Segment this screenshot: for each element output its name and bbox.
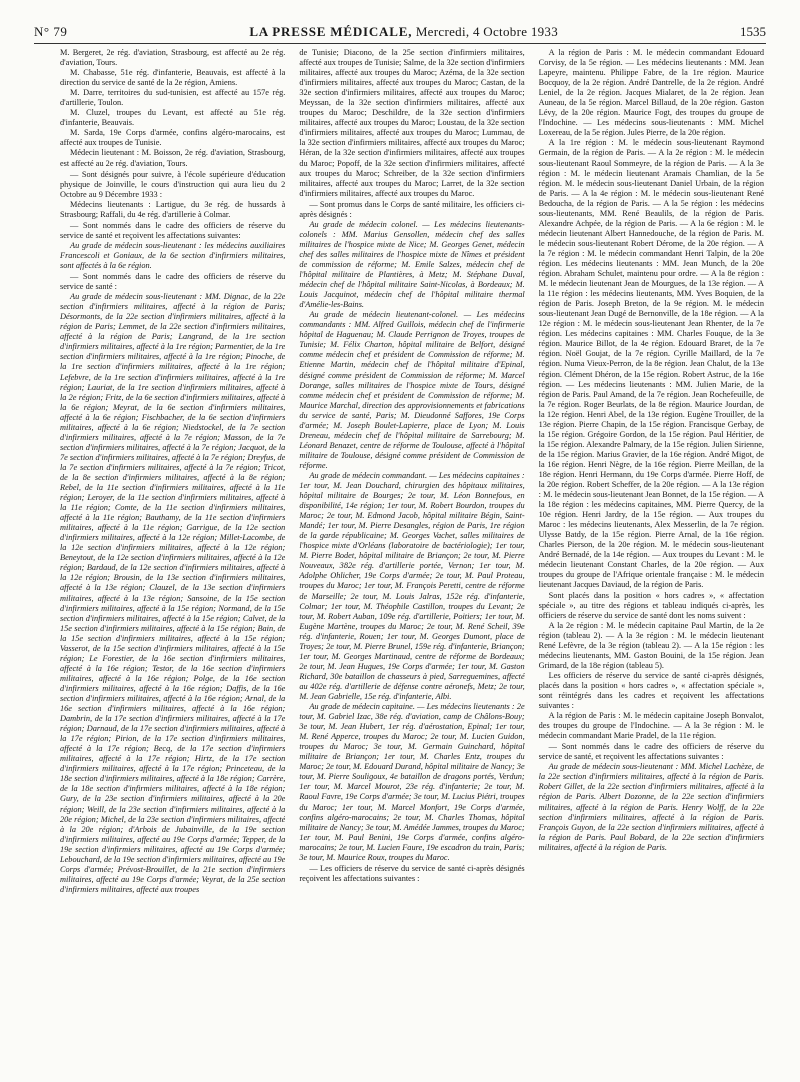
paragraph: — Sont promus dans le Corps de santé militaire, les officiers ci-après désignés : xyxy=(299,199,525,219)
paragraph: — Sont désignés pour suivre, à l'école supérieure d'éducation physique de Joinville, le cours d'instruction qui aura lieu du 2 Octobre au 9 Décembre 1933 : xyxy=(60,169,286,199)
paragraph: — Sont nommés dans le cadre des officiers de réserve du service de santé, et reçoivent les affectations suivantes : xyxy=(538,742,764,762)
paragraph: M. Bergeret, 2e rég. d'aviation, Strasbourg, est affecté au 2e rég. d'aviation, Tours. xyxy=(60,48,286,68)
paragraph: M. Darre, territoires du sud-tunisien, est affecté au 157e rég. d'artillerie, Toulon. xyxy=(60,88,286,108)
paragraph: A la 2e région : M. le médecin capitaine Paul Martin, de la 2e région (tableau 2). — A la 3e région : M. le médecin lieutenant René Lefèvre, de la 3e région (tableau 2). — A la 15e région : les médecins lieutenants, MM. Gaston Bouini, de la 15e région. Jean Grimard, de la 18e région (tableau 5). xyxy=(538,620,764,670)
paragraph: M. Chabasse, 51e rég. d'infanterie, Beauvais, est affecté à la direction du service de santé de la 2e région, Amiens. xyxy=(60,68,286,88)
journal-title: LA PRESSE MÉDICALE, xyxy=(249,24,413,39)
paragraph: Au grade de médecin lieutenant-colonel. — Les médecins commandants : MM. Alfred Guillois, médecin chef de l'infirmerie hôpital de Haguenau; M. Claude Perrignon de Troyes, troupes de Tunisie; M. Félix Charton, hôpital militaire de Belfort, désigné comme médecin chef et président de Commission de réforme; M. Etienne Martin, médecin chef de l'hôpital militaire d'Epinal, désigné comme président de Commission de réforme; M. Marcel Dorange, salles militaires de l'hospice mixte de Tours, désigné comme médecin chef et président de Commission de réforme; M. Maurice Marchal, direction des approvisionnements et fabrications du service de santé, Paris; M. Dieudonné Saffores, 19e Corps d'armée; M. Joseph Boulet-Lapierre, place de Lyon; M. Louis Dreneau, médecin chef de l'hôpital militaire de Sarrebourg; M. Léonard Benazet, centre de réforme de Toulouse, affecté à l'hôpital militaire de Toulouse, désigné comme président de Commission de réforme. xyxy=(299,310,525,470)
column-left xyxy=(60,48,285,1072)
paragraph: M. Sarda, 19e Corps d'armée, confins algéro-marocains, est affecté aux troupes de Tunisie. xyxy=(60,128,286,148)
paragraph: Au grade de médecin colonel. — Les médecins lieutenants-colonels : MM. Marius Gensollen, médecin chef des salles militaires de l'hospice mixte de Nice; M. Georges Genet, médecin chef des salles militaires de l'hospice mixte de Nîmes et président de commission de réforme; M. Emile Salzes, médecin chef de l'hôpital militaire de Plantières, à Metz; M. Stéphane Duval, médecin chef de l'hôpital militaire Saint-Nicolas, à Bordeaux; M. Louis Jacquinot, médecin chef de l'hôpital militaire thermal d'Amélie-les-Bains. xyxy=(299,219,525,310)
issue-date: Mercredi, 4 Octobre 1933 xyxy=(415,24,559,39)
page-header xyxy=(34,14,766,44)
paragraph: Au grade de médecin sous-lieutenant : MM. Dignac, de la 22e section d'infirmiers militaires, affecté à la région de Paris; Désormonts, de la 22e section d'infirmiers militaires, affecté à la région de Paris; Lemmet, de la 22e section d'infirmiers militaires, affecté à la région de Paris; Langrand, de la 1re section d'infirmiers militaires, affecté à la 1re région; Parmentier, de la 1re section d'infirmiers militaires, affecté à la 1re région; Pinoche, de la 1re section d'infirmiers militaires, affecté à la 1re région; Lefebvre, de la 1re section d'infirmiers militaires, affecté à la 1re région; Lauriat, de la 1re section d'infirmiers militaires, affecté à la 2e région; Fritz, de la 6e section d'infirmiers militaires, affecté à la 6e région; Meyrat, de la 6e section d'infirmiers militaires, affecté à la 6e région; Fischbacher, de la 6e section d'infirmiers militaires, affecté à la 6e région; Niedstockel, de la 7e section d'infirmiers militaires, affecté à la 7e région; Masson, de la 7e section d'infirmiers militaires, affecté à la 7e région; Jacquot, de la 7e section d'infirmiers militaires, affecté à la 7e région; Dreyfus, de la 7e section d'infirmiers militaires, affecté à la 7e région; Tricot, de la 8e section d'infirmiers militaires, affecté à la 8e région; Rebel, de la 11e section d'infirmiers militaires, affecté à la 11e région; Leroyer, de la 11e section d'infirmiers militaires, affecté à la 11e région; Comte, de la 11e section d'infirmiers militaires, affecté à la 11e région; Bauthamy, de la 11e section d'infirmiers militaires, affecté à la 11e région; Garrigue, de la 12e section d'infirmiers militaires, affecté à la 12e région; Millet-Lacombe, de la 12e section d'infirmiers militaires, affecté à la 12e région; Beneytout, de la 12e section d'infirmiers militaires, affecté à la 12e région; Bardaud, de la 12e section d'infirmiers militaires, affecté à la 12e région; Brousin, de la 13e section d'infirmiers militaires, affecté à la 13e région; Clauzel, de la 13e section d'infirmiers militaires, affecté à la 13e région; Sansoine, de la 15e section d'infirmiers militaires, affecté à la 15e région; Normand, de la 15e section d'infirmiers militaires, affecté à la 15e région; Calvet, de la 15e section d'infirmiers militaires, affecté à la 15e région; Bain, de la 15e section d'infirmiers militaires, affecté à la 15e région; Vasserot, de la 15e section d'infirmiers militaires, affecté à la 15e région; Le Forestier, de la 16e section d'infirmiers militaires, affecté à la 16e région; Testor, de la 16e section d'infirmiers militaires, affecté à la 16e région; Polge, de la 16e section d'infirmiers militaires, affecté à la 16e région; Daffis, de la 16e section d'infirmiers militaires, affecté à la 16e région; Arnal, de la 16e section d'infirmiers militaires, affecté à la 16e région; Dambrin, de la 17e section d'infirmiers militaires, affecté à la 17e région; Darnaud, de la 17e section d'infirmiers militaires, affecté à la 17e région; Pirion, de la 17e section d'infirmiers militaires, affecté à la 17e région; Becq, de la 17e section d'infirmiers militaires, affecté à la 17e région; Hirtz, de la 17e section d'infirmiers militaires, affecté à la 17e région; Princeteau, de la 18e section d'infirmiers militaires, affecté à la 18e région; Carrère, de la 18e section d'infirmiers militaires, affecté à la 18e région; Gury, de la 23e section d'infirmiers militaires, affecté à la 20e région; Weill, de la 23e section d'infirmiers militaires, affecté à la 20e région; Michel, de la 23e section d'infirmiers militaires, affecté à la 20e région; d'Arbois de Jubainville, de la 19e section d'infirmiers militaires, affecté au 19e Corps d'armée; Tepper, de la 19e section d'infirmiers militaires, affecté au 19e Corps d'armée; Lebouchard, de la 19e section d'infirmiers militaires, affecté au 19e Corps d'armée; Prévost-Brouillet, de la 21e section d'infirmiers militaires, affecté au 19e Corps d'armée; Veyrat, de la 25e section d'infirmiers militaires, affecté aux troupes xyxy=(60,292,286,894)
paragraph: Au grade de médecin sous-lieutenant : les médecins auxiliaires Francescoli et Goniaux, de la 6e section d'infirmiers militaires, sont affectés à la 6e région. xyxy=(60,240,286,270)
paragraph: M. Cluzel, troupes du Levant, est affecté au 51e rég. d'infanterie, Beauvais. xyxy=(60,108,286,128)
paragraph: Les officiers de réserve du service de santé ci-après désignés, placés dans la position « hors cadres », « affectation spéciale », sont réintégrés dans les cadres et reçoivent les affectations suivantes : xyxy=(538,670,764,711)
paragraph: Au grade de médecin capitaine. — Les médecins lieutenants : 2e tour, M. Gabriel Izac, 38e rég. d'aviation, camp de Châlons-Bouy; 3e tour, M. Jean Hubert, 1er rég. d'aérostation, Epinal; 1er tour, M. René Apperce, troupes du Maroc; 2e tour, M. Lucien Guidon, troupes du Maroc; 3e tour, M. Germain Guinchard, hôpital militaire de Briançon; 1er tour, M. Charles Entz, troupes du Maroc; 2e tour, M. Edouard Durand, hôpital militaire de Nancy; 3e tour, M. Pierre Souligoux, 4e bataillon de dragons portés, Verdun; 1er tour, M. Marcel Mourot, 23e rég. d'infanterie; 2e tour, M. Raoul Favre, 19e Corps d'armée; 3e tour, M. Lucius Piétri, troupes du Maroc; 1er tour, M. Marcel Monfort, 19e Corps d'armée, confins algéro-marocains; 2e tour, M. Charles Thomas, hôpital militaire de Nancy; 3e tour, M. Amédée Jammes, troupes du Maroc; 1er tour, M. Paul Benini, 19e Corps d'armée, confins algéro-marocains; 2e tour, M. Lucien Faure, 19e escadron du train, Paris; 3e tour, M. Maurice Roux, troupes du Maroc. xyxy=(299,702,525,862)
paragraph: Au grade de médecin commandant. — Les médecins capitaines : 1er tour, M. Jean Douchard, chirurgien des hôpitaux militaires, hôpital militaire de Bourges; 2e tour, M. Léon Bonnefous, en disponibilité, 14e région; 1er tour, M. Robert Bourdon, troupes du Maroc; 2e tour, M. Edmond Jacob, hôpital militaire Bégin, Saint-Mandé; 1er tour, M. Pierre Desangles, région de Paris, 1re région de la garde républicaine; M. Georges Vachet, salles militaires de l'hospice mixte d'Orléans (laboratoire de bactériologie); 1er tour, M. Pierre Bodet, hôpital militaire de Briançon; 2e tour, M. Pierre Nouveaux, 382e rég. d'artillerie portée, Vernon; 1er tour, M. Adolphe Ohlicher, 19e Corps d'armée; 2e tour, M. Paul Proteau, troupes du Maroc; 1er tour, M. François Peretti, centre de réforme de Marseille; 2e tour, M. Louis Jalras, 152e rég. d'infanterie, Colmar; 1er tour, M. Théophile Castillon, troupes du Levant; 2e tour, M. Robert Auban, 109e rég. d'artillerie, Poitiers; 1er tour, M. Eugène Martène, troupes du Maroc; 2e tour, M. René Scheil, 39e rég. d'infanterie, Rouen; 1er tour, M. Georges Dumont, place de Troyes; 2e tour, M. Pierre Brunel, 159e rég. d'infanterie, Briançon; 1er tour, M. Georges Martinaud, centre de réforme de Bordeaux; 2e tour, M. Jean Hugues, 19e Corps d'armée; 1er tour, M. Gaston Richard, 30e bataillon de chasseurs à pied, Sarreguemines, affecté au 402e rég. d'artillerie de défense contre aéronefs, Metz; 2e tour, M. Jean Gabrielle, 15e rég. d'infanterie, Albi. xyxy=(299,470,525,701)
paragraph: A la région de Paris : M. le médecin commandant Edouard Corvisy, de la 5e région. — Les médecins lieutenants : MM. Jean Lapeyre, maintenu. Philippe Fabre, de la 1re région. Maurice Bocquoy, de la 2e région. André Dantrelle, de la 2e région. André Leniel, de la 2e région. Jacques Mialaret, de la 2e région. Jean Auneau, de la 5e région. Marcel Billaud, de la 20e région. Gaston Lévy, de la 20e région. Maurice Fogt, des troupes du groupe de l'Indochine. — Les médecins sous-lieutenants : MM. Michel Loxereau, de la 5e région. Jules Pierre, de la 20e région. xyxy=(538,48,764,138)
paragraph: Sont placés dans la position « hors cadres », « affectation spéciale », au titre des régions et tableau indiqués ci-après, les officiers de réserve du service de santé dont les noms suivent : xyxy=(538,590,764,620)
masthead xyxy=(67,24,740,40)
issue-number: N° 79 xyxy=(34,24,68,39)
column-right xyxy=(539,48,764,1072)
paragraph: A la région de Paris : M. le médecin capitaine Joseph Bonvalot, des troupes du groupe de l'Indochine. — A la 3e région : M. le médecin commandant Marie Pradel, de la 11e région. xyxy=(538,711,764,741)
paragraph: — Sont nommés dans le cadre des officiers de réserve du service de santé : xyxy=(60,272,286,292)
column-middle xyxy=(299,48,524,1072)
paragraph: A la 1re région : M. le médecin sous-lieutenant Raymond Germain, de la région de Paris. — A la 2e région : M. le médecin sous-lieutenant Raoul Sommeyre, de la région de Paris. — A la 3e région : M. le médecin lieutenant Aramais Chamlian, de la 5e région. M. le médecin sous-lieutenant Daniel Urbain, de la région de Paris. — A la 4e région : M. le médecin sous-lieutenant René Bedoucha, de la région de Paris. — A la 5e région : les médecins sous-lieutenants, MM. René Beaulils, de la région de Paris. Alexandre Achpée, de la région de Paris. — A la 6e région : M. le médecin lieutenant Albert Hannedouche, de la région de Paris. M. le médecin sous-lieutenant Robert Dérome, de la 20e région. — A la 7e région : M. le médecin commandant Henri Talpin, de la 20e région. Les médecins lieutenants : MM. Jean Munch, de la 20e région. Abraham Schulet, maintenu pour ordre. — A la 8e région : M. le médecin lieutenant Jean de Mourgues, de la 13e région. — A la 11e région : les médecins lieutenants, MM. Yves Boquien, de la région de Paris. Joseph Breton, de la 9e région. M. le médecin sous-lieutenant Jean Dugé de Bernonville, de la 18e région. — A la 12e région : M. le médecin sous-lieutenant Jean Rhenter, de la 7e région. Les médecins capitaines : MM. Charles Fouque, de la 3e région. Maurice Billot, de la 4e région. Edouard Braret, de la 7e région. Noël Goujat, de la 7e région. Cyrille Maillard, de la 7e région. Numa Vieux-Perron, de la 8e région. Jean Chalut, de la 13e région. Clément Dhéron, de la 15e région. Robert Astruc, de la 16e région. — Les médecins lieutenants : MM. Julien Marie, de la région de Paris. Paul Amand, de la 7e région. Jean Rochefeuille, de la 7e région. Roger Beurlats, de la 8e région. Maurice Jourdan, de la 12e région. Henri Abel, de la 13e région. Eugène Trouiller, de la 13e région. Pierre Chapin, de la 15e région. Francisque Gerbay, de la 15e région. Grégoire Gordon, de la 15e région. Paul Héritier, de la 15e région. Alexandre Palmary, de la 15e région. Julien Sirienne, de la 15e région. Marius Gravier, de la 16e région. André Migot, de la 16e région. Henri Nègre, de la 16e région. Pierre Meillan, de la 18e région. Henri Hermann, du 19e Corps d'armée. Pierre Hoff, de la 20e région. Robert Scheffer, de la 20e région. — A la 13e région : M. le médecin sous-lieutenant Jean Bonnet, de la 15e région. — A la 18e région : les médecins capitaines, MM. Pierre Quercy, de la 10e région. Henri Jardry, de la 15e région. — Aux troupes du Maroc : les médecins lieutenants, Alex Messerlin, de la 7e région. Ulysse Batdy, de la 15e région. Pierre Arnal, de la 16e région. Charles Pierson, de la 20e région. M. le médecin sous-lieutenant André Bernadé, de la 14e région. — Aux troupes du Levant : M. le médecin lieutenant Constant Charles, de la 20e région. — Aux troupes du groupe de l'Afrique orientale française : M. le médecin lieutenant Jacques Daviaud, de la région de Paris. xyxy=(538,138,764,590)
paragraph: — Sont nommés dans le cadre des officiers de réserve du service de santé et reçoivent les affectations suivantes: xyxy=(60,220,286,240)
paragraph: — Les officiers de réserve du service de santé ci-après désignés reçoivent les affectations suivantes : xyxy=(299,863,525,883)
paragraph: de Tunisie; Diacono, de la 25e section d'infirmiers militaires, affecté aux troupes de Tunisie; Salme, de la 32e section d'infirmiers militaires, affecté aux troupes du Maroc; Azéma, de la 32e section d'infirmiers militaires, affecté aux troupes du Maroc; Castan, de la 32e section d'infirmiers militaires, affecté aux troupes du Maroc; Meyssan, de la 32e section d'infirmiers militaires, affecté aux troupes du Maroc; Deschildre, de la 32e section d'infirmiers militaires, affecté aux troupes du Maroc; Loustau, de la 32e section d'infirmiers militaires, affecté aux troupes du Maroc; Lummau, de la 32e section d'infirmiers militaires, affecté aux troupes du Maroc; Héran, de la 32e section d'infirmiers militaires, affecté aux troupes du Maroc; Popoff, de la 32e section d'infirmiers militaires, affecté aux troupes du Maroc; Schreiber, de la 32e section d'infirmiers militaires, affecté aux troupes du Maroc; Larret, de la 32e section d'infirmiers militaires, affecté aux troupes du Maroc. xyxy=(299,48,525,198)
paragraph: Médecins lieutenants : Lartigue, du 3e rég. de hussards à Strasbourg; Raffali, du 4e rég. d'artillerie à Colmar. xyxy=(60,199,286,219)
page-number: 1535 xyxy=(740,24,766,39)
paragraph: Au grade de médecin sous-lieutenant : MM. Michel Lachèze, de la 22e section d'infirmiers militaires, affecté à la région de Paris. Robert Gillet, de la 22e section d'infirmiers militaires, affecté à la région de Paris. Albert Dozonne, de la 22e section d'infirmiers militaires, affecté à la région de Paris. Henry Wolff, de la 22e section d'infirmiers militaires, affecté à la région de Paris. François Guyon, de la 22e section d'infirmiers militaires, affecté à la région de Paris. Paul Bobard, de la 22e section d'infirmiers militaires, affecté à la région de Paris. xyxy=(538,762,764,852)
paragraph: Médecin lieutenant : M. Boisson, 2e rég. d'aviation, Strasbourg, est affecté au 2e rég. d'aviation, Tours. xyxy=(60,148,286,168)
article-columns xyxy=(60,48,764,1072)
